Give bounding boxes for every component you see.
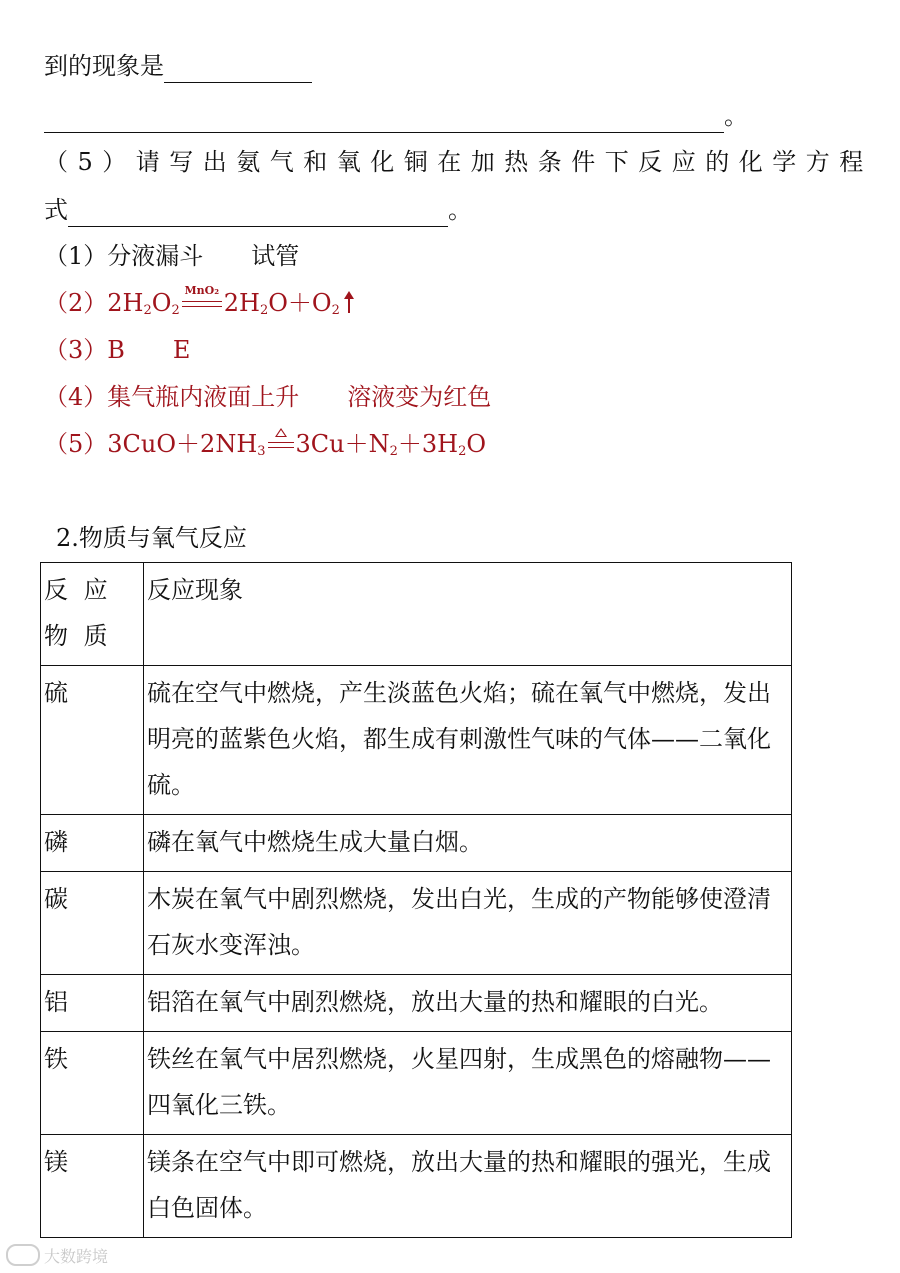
row-phenomenon: 木炭在氧气中剧烈燃烧，发出白光，生成的产物能够使澄清石灰水变浑浊。 [144, 872, 792, 975]
row-substance: 磷 [41, 815, 144, 872]
q5-blank[interactable] [68, 194, 448, 227]
q4-line-2 [44, 100, 748, 133]
a5-sub1: 3 [257, 444, 266, 459]
a2-reactant: 2H [107, 289, 144, 317]
q4-text: 到的现象是 [44, 52, 164, 80]
q4-line [44, 50, 312, 83]
q5-line-2 [44, 194, 472, 227]
catalyst-condition [180, 284, 224, 313]
heat-triangle-icon [275, 428, 287, 437]
gas-up-arrow-icon [344, 291, 354, 313]
row-phenomenon: 铝箔在氧气中剧烈燃烧，放出大量的热和耀眼的白光。 [144, 975, 792, 1032]
row-substance: 铝 [41, 975, 144, 1032]
row-substance: 碳 [41, 872, 144, 975]
q4-blank-2[interactable] [44, 100, 724, 133]
heat-condition [266, 432, 296, 454]
a5-sub2: 2 [389, 444, 398, 459]
q5-period: 。 [448, 196, 472, 224]
a2-sub1: 2 [143, 303, 152, 318]
a5-left: 3CuO＋2NH [107, 430, 258, 458]
header-phenomenon: 反应现象 [144, 563, 792, 666]
reaction-table [40, 562, 792, 1238]
row-phenomenon: 硫在空气中燃烧，产生淡蓝色火焰；硫在氧气中燃烧，发出明亮的蓝紫色火焰，都生成有刺激性气味的气体——二氧化硫。 [144, 666, 792, 815]
answer-4: （4）集气瓶内液面上升 溶液变为红色 [44, 383, 492, 411]
a2-sub3: 2 [259, 303, 269, 318]
watermark-logo-icon [6, 1244, 40, 1266]
section-title: 2.物质与氧气反应 [56, 524, 247, 552]
table-row [41, 1032, 792, 1135]
q4-blank[interactable] [164, 50, 312, 83]
answer-2-label: （2） [44, 289, 108, 317]
a5-right2: ＋3H [397, 430, 459, 458]
a5-right1: 3Cu＋N [295, 430, 390, 458]
a2-sub2: 2 [171, 303, 180, 318]
q4-period: 。 [724, 102, 748, 130]
answer-3: （3）B E [44, 336, 191, 364]
row-phenomenon: 铁丝在氧气中居烈燃烧，火星四射，生成黑色的熔融物——四氧化三铁。 [144, 1032, 792, 1135]
q5-question: （5）请写出氨气和氧化铜在加热条件下反应的化学方程 [44, 148, 873, 176]
a2-prod2: O＋O [268, 289, 332, 317]
answer-1: （1）分液漏斗 试管 [44, 242, 300, 270]
row-substance: 镁 [41, 1135, 144, 1238]
catalyst-label: MnO₂ [184, 284, 220, 297]
a2-prod1: 2H [223, 289, 260, 317]
row-substance: 硫 [41, 666, 144, 815]
a2-sub4: 2 [331, 303, 340, 318]
row-phenomenon: 镁条在空气中即可燃烧，放出大量的热和耀眼的强光，生成白色固体。 [144, 1135, 792, 1238]
table-row [41, 666, 792, 815]
table-row [41, 872, 792, 975]
row-phenomenon: 磷在氧气中燃烧生成大量白烟。 [144, 815, 792, 872]
a5-right3: O [466, 430, 487, 458]
table-row [41, 815, 792, 872]
table-row [41, 975, 792, 1032]
answer-5-label: （5） [44, 430, 108, 458]
answer-2 [44, 284, 354, 319]
watermark-text: 大数跨境 [44, 1247, 109, 1266]
table-header-row [41, 563, 792, 666]
answer-5 [44, 428, 486, 460]
row-substance: 铁 [41, 1032, 144, 1135]
watermark [6, 1244, 108, 1267]
q5-cont: 式 [44, 196, 68, 224]
a2-o: O [151, 289, 172, 317]
a5-sub3: 2 [458, 444, 467, 459]
header-substance: 反 应 物 质 [41, 563, 144, 666]
table-row [41, 1135, 792, 1238]
